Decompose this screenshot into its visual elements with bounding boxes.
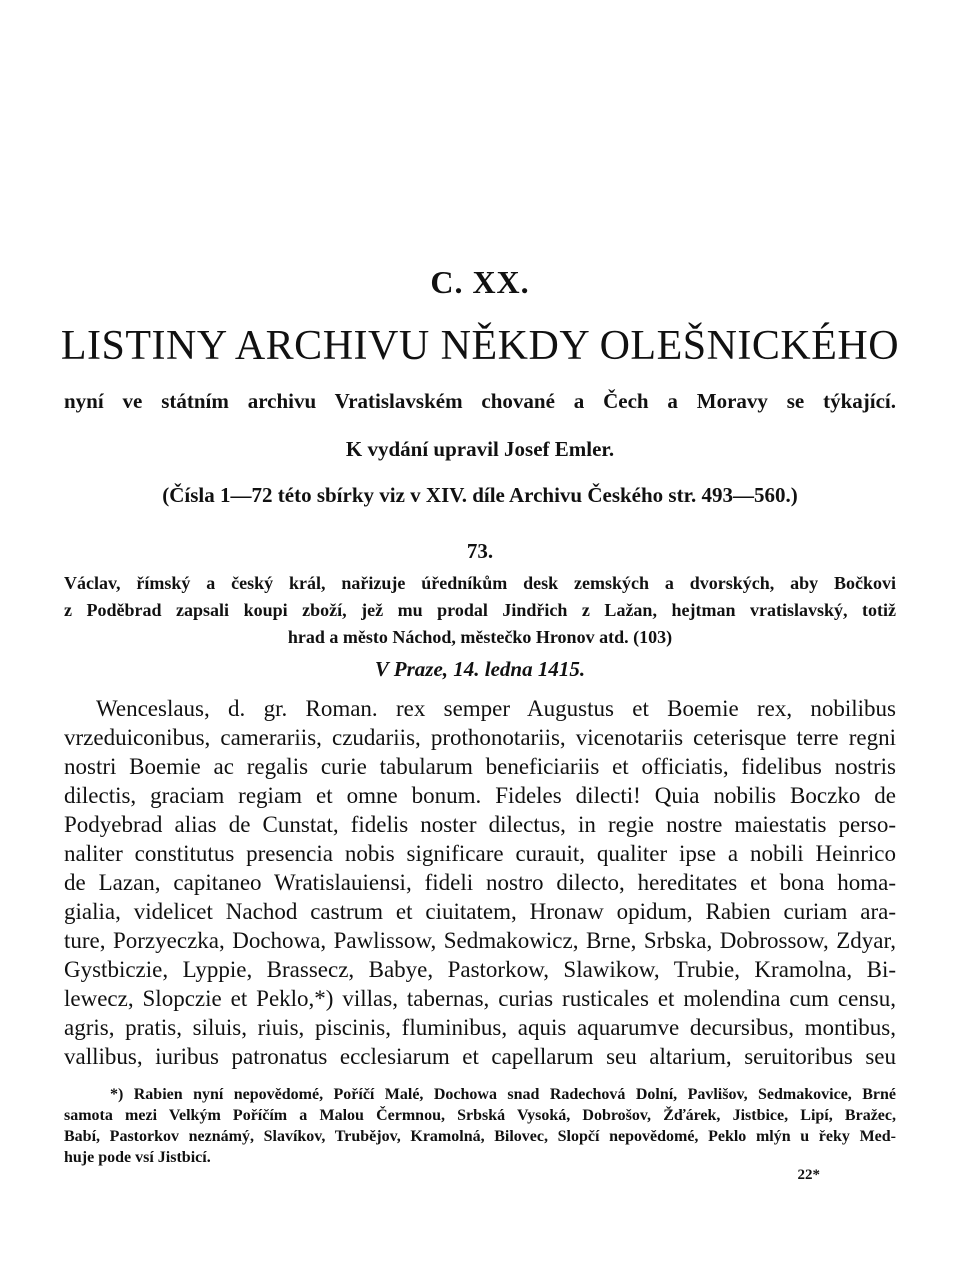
place-date: V Praze, 14. ledna 1415. [374, 657, 586, 681]
text-line: Gystbiczie, Lyppie, Brassecz, Babye, Pastorkow, Slawikow, Trubie, Kramolna, Bi- [64, 957, 896, 982]
document-number: 73. [466, 539, 494, 563]
text-line: dilectis, graciam regiam et omne bonum. Fideles dilecti! Quia nobilis Boczko de [64, 783, 896, 808]
text-line: ture, Porzyeczka, Dochowa, Pawlissow, Sedmakowicz, Brne, Srbska, Dobrossow, Zdyar, [64, 928, 896, 953]
regest-line: z Poděbrad zapsali koupi zboží, jež mu prodal Jindřich z Lažan, hejtman vratislavský, totiž [64, 600, 896, 620]
text-line: naliter constitutus presencia nobis significare curauit, qualiter ipse a nobili Heinrico [64, 841, 896, 866]
text-line: vallibus, iuribus patronatus ecclesiarum et capellarum seu altarium, seruitoribus seu [64, 1044, 896, 1069]
footnote-line: Babí, Pastorkov neznámý, Slavíkov, Trubějov, Kramolná, Bilovec, Slopčí nepovědomé, Peklo mlýn u řeky Med- [64, 1128, 896, 1145]
section-number: C. XX. [430, 264, 530, 300]
text-line: gialia, videlicet Nachod castrum et ciuitatem, Hronaw opidum, Rabien curiam ara- [64, 899, 896, 924]
text-line: vrzeduiconibus, camerariis, czudariis, prothonotariis, vicenotariis ceterisque terre regni [64, 725, 896, 750]
text-line: nostri Boemie ac regalis curie tabularum beneficiariis et officiatis, fidelibus nostris [64, 754, 896, 779]
subtitle: nyní ve státním archivu Vratislavském chované a Čech a Moravy se týkající. [64, 389, 896, 413]
footnote-line: samota mezi Velkým Poříčím a Malou Čermnou, Srbská Vysoká, Dobrošov, Žďárek, Jistbice, Lipí, Bražec, [64, 1107, 896, 1124]
page-title: LISTINY ARCHIVU NĚKDY OLEŠNICKÉHO [60, 323, 900, 369]
footnote-line: *) Rabien nyní nepovědomé, Poříčí Malé, Dochowa snad Radechová Dolní, Pavlišov, Sedmakovice, Brné [110, 1086, 896, 1103]
text-line: de Lazan, capitaneo Wratislauiensi, fideli nostro dilecto, hereditates et bona homa- [64, 870, 896, 895]
regest-line: hrad a město Náchod, městečko Hronov atd. (103) [287, 627, 673, 647]
page-signature: 22* [797, 1167, 820, 1183]
footnote-line: huje pode vsí Jistbicí. [64, 1149, 211, 1166]
text-line: Podyebrad alias de Cunstat, fidelis noster dilectus, in regie nostre maiestatis perso- [64, 812, 896, 837]
editor-line: K vydání upravil Josef Emler. [345, 437, 615, 461]
sources-note: (Čísla 1—72 této sbírky viz v XIV. díle Archivu Českého str. 493—560.) [162, 483, 798, 507]
text-line: Wenceslaus, d. gr. Roman. rex semper Augustus et Boemie rex, nobilibus [96, 696, 896, 721]
text-line: agris, pratis, siluis, riuis, piscinis, fluminibus, aquis aquarumve decursibus, montibus, [64, 1015, 896, 1040]
text-line: lewecz, Slopczie et Peklo,*) villas, tabernas, curias rusticales et molendina cum censu, [64, 986, 896, 1011]
regest-line: Václav, římský a český král, nařizuje úředníkům desk zemských a dvorských, aby Bočkovi [64, 573, 896, 593]
